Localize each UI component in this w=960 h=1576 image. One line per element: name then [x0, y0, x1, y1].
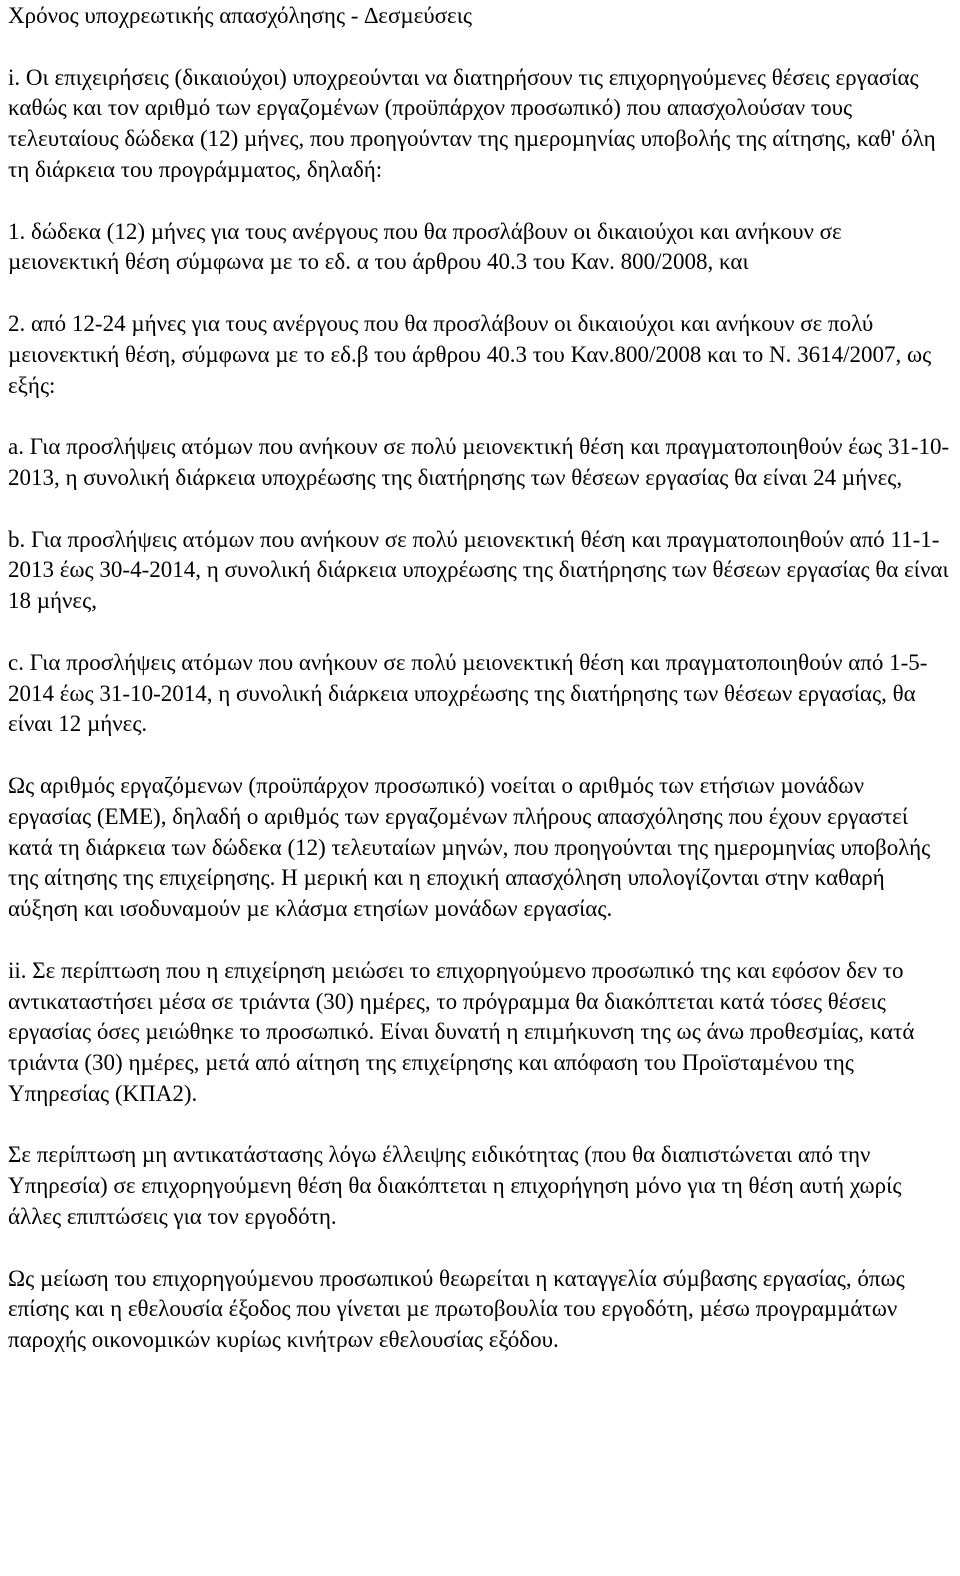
paragraph-staff-reduction: Ως µείωση του επιχορηγούµενου προσωπικού θεωρείται η καταγγελία σύµβασης εργασίας, όπως επίσης και η εθελουσία έξοδος που γίνεται µε πρωτοβουλία του εργοδότη, µέσω προγραµµάτων παροχής οικονοµικών κυρίως κινήτρων εθελουσίας εξόδου. [8, 1265, 905, 1353]
spacer [8, 1110, 952, 1141]
spacer [8, 1233, 952, 1264]
spacer [8, 278, 952, 309]
spacer [8, 32, 952, 63]
paragraph-item-b: b. Για προσλήψεις ατόµων που ανήκουν σε πολύ µειονεκτική θέση και πραγµατοποιηθούν από 11-1-2013 έως 30-4-2014, η συνολική διάρκεια υποχρέωσης της διατήρησης των θέσεων εργασίας θα είναι 18 µήνες, [8, 526, 949, 614]
spacer [8, 617, 952, 648]
paragraph-item-c: c. Για προσλήψεις ατόµων που ανήκουν σε πολύ µειονεκτική θέση και πραγµατοποιηθούν από 1-5-2014 έως 31-10-2014, η συνολική διάρκεια υποχρέωσης της διατήρησης των θέσεων εργασίας, θα είναι 12 µήνες. [8, 649, 928, 737]
spacer [8, 186, 952, 217]
paragraph-employee-count: Ως αριθµός εργαζόµενων (προϋπάρχον προσωπικό) νοείται ο αριθµός των ετήσιων µονάδων εργασίας (ΕΜΕ), δηλαδή ο αριθµός των εργαζοµένων πλήρους απασχόλησης που έχουν εργαστεί κατά τη διάρκεια των δώδεκα (12) τελευταίων µηνών, που προηγούνται της ηµεροµηνίας υποβολής της αίτησης της επιχείρησης. Η µερική και η εποχική απασχόληση υπολογίζονται στην καθαρή αύξηση και ισοδυναµούν µε κλάσµα ετησίων µονάδων εργασίας. [8, 772, 931, 922]
document-title: Χρόνος υποχρεωτικής απασχόλησης - ∆εσµεύσεις [8, 3, 472, 28]
spacer [8, 925, 952, 956]
paragraph-item-a: a. Για προσλήψεις ατόµων που ανήκουν σε πολύ µειονεκτική θέση και πραγµατοποιηθούν έως 31-10-2013, η συνολική διάρκεια υποχρέωσης της διατήρησης των θέσεων εργασίας θα είναι 24 µήνες, [8, 434, 950, 490]
spacer [8, 494, 952, 525]
paragraph-obligation-ii: ii. Σε περίπτωση που η επιχείρηση µειώσει το επιχορηγούµενο προσωπικό της και εφόσον δεν το αντικαταστήσει µέσα σε τριάντα (30) ηµέρες, το πρόγραµµα θα διακόπτεται κατά τόσες θέσεις εργασίας όσες µειώθηκε το προσωπικό. Είναι δυνατή η επιµήκυνση της ως άνω προθεσµίας, κατά τριάντα (30) ηµέρες, µετά από αίτηση της επιχείρησης και απόφαση του Προϊσταµένου της Υπηρεσίας (ΚΠΑ2). [8, 957, 915, 1106]
spacer [8, 740, 952, 771]
paragraph-item-1: 1. δώδεκα (12) µήνες για τους ανέργους που θα προσλάβουν οι δικαιούχοι και ανήκουν σε µειονεκτική θέση σύµφωνα µε το εδ. α του άρθρου 40.3 του Καν. 800/2008, και [8, 218, 842, 275]
paragraph-obligation-i: i. Οι επιχειρήσεις (δικαιούχοι) υποχρεούνται να διατηρήσουν τις επιχορηγούµενες θέσεις εργασίας καθώς και τον αριθµό των εργαζοµένων (προϋπάρχον προσωπικό) που απασχολούσαν τους τελευταίους δώδεκα (12) µήνες, που προηγούνταν της ηµεροµηνίας υποβολής της αίτησης, καθ' όλη τη διάρκεια του προγράµµατος, δηλαδή: [8, 64, 936, 182]
spacer [8, 401, 952, 432]
paragraph-item-2: 2. από 12-24 µήνες για τους ανέργους που θα προσλάβουν οι δικαιούχοι και ανήκουν σε πολύ µειονεκτική θέση, σύµφωνα µε το εδ.β του άρθρου 40.3 του Καν.800/2008 και το Ν. 3614/2007, ως εξής: [8, 310, 932, 398]
paragraph-non-replacement: Σε περίπτωση µη αντικατάστασης λόγω έλλειψης ειδικότητας (που θα διαπιστώνεται από την Υπηρεσία) σε επιχορηγούµενη θέση θα διακόπτεται η επιχορήγηση µόνο για τη θέση αυτή χωρίς άλλες επιπτώσεις για τον εργοδότη. [8, 1142, 902, 1230]
